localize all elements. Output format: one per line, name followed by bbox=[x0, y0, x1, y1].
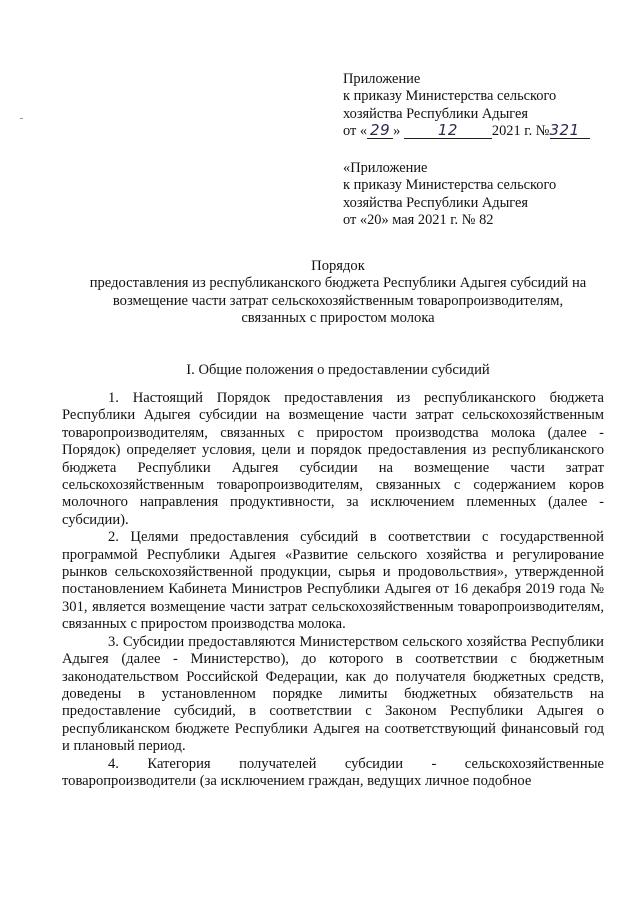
title-line2: предоставления из республиканского бюджета Республики Адыгея субсидий на bbox=[89, 275, 587, 292]
document-title bbox=[62, 258, 614, 328]
appendix-previous-line2: к приказу Министерства сельского bbox=[343, 177, 557, 194]
appendix-current-line2: к приказу Министерства сельского bbox=[343, 88, 557, 105]
date-day-handwritten: 29 bbox=[370, 121, 391, 140]
date-prefix: от « bbox=[343, 123, 368, 140]
document-body bbox=[62, 390, 604, 790]
paragraph-2: 2. Целями предоставления субсидий в соответствии с государственной программой Республики Адыгея «Развитие сельского хозяйства и регулирование рынков сельскохозяйственной продукции, сырья и продовольствия», утвержденной постановлением Кабинета Министров Республики Адыгея от 16 декабря 2019 года № 301, является возмещение части затрат сельскохозяйственным товаропроизводителям, связанных с приростом производства молока. bbox=[62, 529, 604, 633]
title-line1: Порядок bbox=[311, 258, 365, 274]
scan-artifact bbox=[20, 118, 23, 119]
paragraph-4: 4. Категория получателей субсидии - сельскохозяйственные товаропроизводители (за исключением граждан, ведущих личное подобное bbox=[62, 755, 604, 789]
appendix-current-line1: Приложение bbox=[343, 71, 421, 87]
appendix-current bbox=[343, 71, 613, 141]
appendix-previous-line3: хозяйства Республики Адыгея bbox=[343, 194, 529, 211]
title-line3: возмещение части затрат сельскохозяйственным товаропроизводителям, bbox=[112, 292, 564, 309]
paragraph-1: 1. Настоящий Порядок предоставления из республиканского бюджета Республики Адыгея субсидии на возмещение части затрат сельскохозяйственным товаропроизводителям, связанных с приростом производства молока (далее - Порядок) определяет условия, цели и порядок предоставления из республиканского бюджета Республики Адыгея субсидии на возмещение части затрат сельскохозяйственным товаропроизводителям, связанных с содержанием коров молочного направления продуктивности, за исключением племенных (далее - субсидии). bbox=[62, 390, 604, 528]
order-number-handwritten: 321 bbox=[549, 121, 580, 140]
appendix-previous-line4: от «20» мая 2021 г. № 82 bbox=[343, 212, 494, 229]
appendix-current-date-line bbox=[343, 123, 613, 140]
appendix-previous-line1: «Приложение bbox=[343, 160, 428, 176]
date-month-handwritten: 12 bbox=[437, 121, 458, 140]
appendix-previous bbox=[343, 160, 613, 230]
appendix-current-line3: хозяйства Республики Адыгея bbox=[343, 105, 529, 122]
date-day-field bbox=[367, 123, 393, 139]
section-heading: I. Общие положения о предоставлении субсидий bbox=[186, 362, 490, 378]
date-year-text: 2021 г. № bbox=[491, 123, 550, 140]
order-number-field bbox=[550, 123, 590, 139]
date-mid: » bbox=[393, 123, 401, 140]
date-month-field bbox=[404, 123, 492, 139]
title-line4: связанных с приростом молока bbox=[241, 310, 435, 327]
paragraph-3: 3. Субсидии предоставляются Министерством сельского хозяйства Республики Адыгея (далее - Министерство), до которого в соответствии с бюджетным законодательством Российской Федерации, как до получателя бюджетных средств, доведены в установленном порядке лимиты бюджетных обязательств на предоставление субсидий, в соответствии с Законом Республики Адыгея о республиканском бюджете Республики Адыгея на соответствующий финансовый год и плановый период. bbox=[62, 633, 604, 755]
